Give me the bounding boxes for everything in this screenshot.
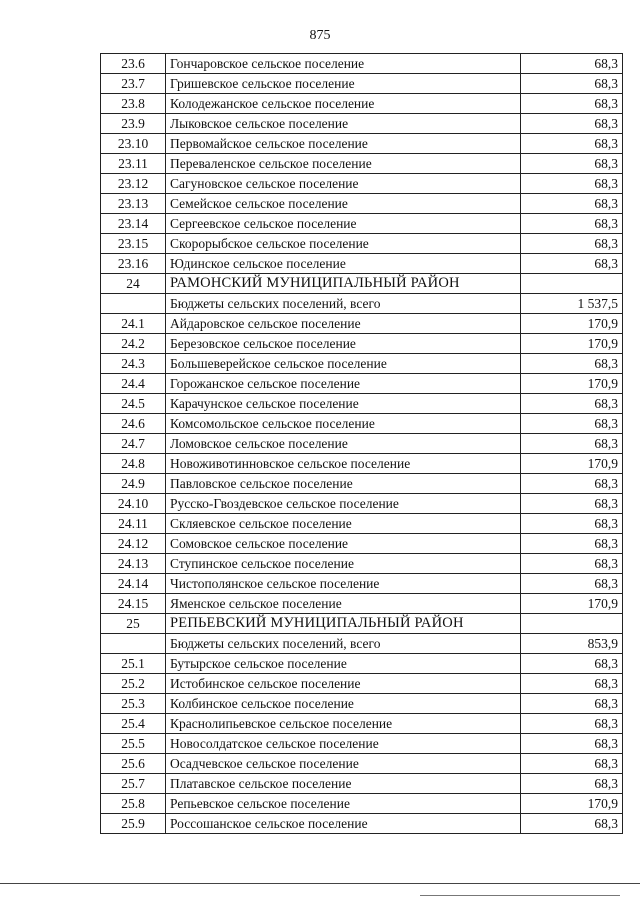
table-row [101,654,623,674]
table-row [101,754,623,774]
row-name-cell: Колодежанское сельское поселение [166,94,521,114]
row-name-cell: РАМОНСКИЙ МУНИЦИПАЛЬНЫЙ РАЙОН [166,274,521,294]
row-number-cell: 23.10 [101,134,166,154]
row-number-cell: 23.11 [101,154,166,174]
row-name-cell: Яменское сельское поселение [166,594,521,614]
row-number-cell: 25.1 [101,654,166,674]
row-number-cell: 23.14 [101,214,166,234]
row-number-cell: 23.16 [101,254,166,274]
row-name-cell: Русско-Гвоздевское сельское поселение [166,494,521,514]
row-number-cell [101,634,166,654]
row-number-cell: 23.8 [101,94,166,114]
table-row [101,194,623,214]
row-value-cell: 170,9 [521,374,623,394]
row-value-cell: 68,3 [521,714,623,734]
row-number-cell: 25 [101,614,166,634]
row-name-cell: Павловское сельское поселение [166,474,521,494]
row-value-cell: 68,3 [521,554,623,574]
table-row [101,714,623,734]
table-row [101,234,623,254]
row-value-cell: 853,9 [521,634,623,654]
row-value-cell: 68,3 [521,214,623,234]
row-name-cell: Скляевское сельское поселение [166,514,521,534]
row-number-cell: 24.1 [101,314,166,334]
row-value-cell: 68,3 [521,774,623,794]
row-value-cell: 170,9 [521,314,623,334]
row-name-cell: Комсомольское сельское поселение [166,414,521,434]
row-name-cell: Бюджеты сельских поселений, всего [166,294,521,314]
row-number-cell: 25.6 [101,754,166,774]
row-number-cell: 23.15 [101,234,166,254]
row-number-cell: 24.11 [101,514,166,534]
row-name-cell: Новосолдатское сельское поселение [166,734,521,754]
row-name-cell: Карачунское сельское поселение [166,394,521,414]
row-number-cell: 25.2 [101,674,166,694]
table-row [101,74,623,94]
row-value-cell: 170,9 [521,334,623,354]
row-number-cell: 24.7 [101,434,166,454]
row-number-cell: 24.5 [101,394,166,414]
row-name-cell: Бутырское сельское поселение [166,654,521,674]
table-row [101,314,623,334]
row-value-cell: 68,3 [521,474,623,494]
row-value-cell: 68,3 [521,394,623,414]
district-row [101,274,623,294]
row-name-cell: Чистополянское сельское поселение [166,574,521,594]
bottom-divider-short [420,895,620,896]
row-value-cell: 68,3 [521,134,623,154]
table-row [101,174,623,194]
table-row [101,674,623,694]
row-value-cell: 68,3 [521,234,623,254]
row-value-cell: 68,3 [521,674,623,694]
table-row [101,374,623,394]
table-row [101,594,623,614]
row-value-cell: 68,3 [521,494,623,514]
table-row [101,134,623,154]
row-name-cell: Гончаровское сельское поселение [166,54,521,74]
table-row [101,794,623,814]
row-number-cell: 24.15 [101,594,166,614]
row-name-cell: Березовское сельское поселение [166,334,521,354]
row-name-cell: Гришевское сельское поселение [166,74,521,94]
row-name-cell: Айдаровское сельское поселение [166,314,521,334]
row-name-cell: Истобинское сельское поселение [166,674,521,694]
row-name-cell: Бюджеты сельских поселений, всего [166,634,521,654]
row-number-cell [101,294,166,314]
table-row [101,534,623,554]
budget-table-body [101,54,623,834]
row-value-cell: 68,3 [521,654,623,674]
row-name-cell: Сагуновское сельское поселение [166,174,521,194]
row-number-cell: 24.10 [101,494,166,514]
table-row [101,334,623,354]
table-row [101,434,623,454]
row-value-cell: 68,3 [521,514,623,534]
row-number-cell: 23.12 [101,174,166,194]
row-value-cell: 170,9 [521,794,623,814]
page-number: 875 [309,28,331,43]
row-value-cell: 68,3 [521,434,623,454]
row-name-cell: РЕПЬЕВСКИЙ МУНИЦИПАЛЬНЫЙ РАЙОН [166,614,521,634]
table-row [101,294,623,314]
row-name-cell: Осадчевское сельское поселение [166,754,521,774]
row-name-cell: Краснолипьевское сельское поселение [166,714,521,734]
row-name-cell: Скорорыбское сельское поселение [166,234,521,254]
row-number-cell: 23.6 [101,54,166,74]
row-number-cell: 25.3 [101,694,166,714]
table-row [101,394,623,414]
row-name-cell: Колбинское сельское поселение [166,694,521,714]
row-name-cell: Большеверейское сельское поселение [166,354,521,374]
row-number-cell: 25.5 [101,734,166,754]
table-row [101,114,623,134]
row-value-cell: 68,3 [521,354,623,374]
row-name-cell: Сомовское сельское поселение [166,534,521,554]
row-value-cell: 68,3 [521,574,623,594]
row-number-cell: 23.9 [101,114,166,134]
row-number-cell: 25.8 [101,794,166,814]
row-value-cell: 68,3 [521,254,623,274]
row-value-cell: 68,3 [521,174,623,194]
row-name-cell: Первомайское сельское поселение [166,134,521,154]
row-name-cell: Семейское сельское поселение [166,194,521,214]
row-value-cell: 68,3 [521,114,623,134]
row-name-cell: Новоживотинновское сельское поселение [166,454,521,474]
row-number-cell: 25.9 [101,814,166,834]
table-row [101,474,623,494]
row-number-cell: 24.3 [101,354,166,374]
row-name-cell: Горожанское сельское поселение [166,374,521,394]
row-name-cell: Ломовское сельское поселение [166,434,521,454]
row-value-cell: 170,9 [521,454,623,474]
bottom-divider [0,883,640,884]
district-row [101,614,623,634]
row-value-cell: 68,3 [521,534,623,554]
row-name-cell: Репьевское сельское поселение [166,794,521,814]
row-number-cell: 24 [101,274,166,294]
row-number-cell: 23.13 [101,194,166,214]
table-row [101,554,623,574]
budget-table [100,53,623,834]
table-row [101,514,623,534]
row-number-cell: 23.7 [101,74,166,94]
table-row [101,814,623,834]
row-name-cell: Платавское сельское поселение [166,774,521,794]
table-row [101,734,623,754]
table-row [101,574,623,594]
row-name-cell: Россошанское сельское поселение [166,814,521,834]
row-value-cell: 68,3 [521,194,623,214]
row-number-cell: 24.4 [101,374,166,394]
row-value-cell: 68,3 [521,694,623,714]
row-name-cell: Сергеевское сельское поселение [166,214,521,234]
row-number-cell: 25.7 [101,774,166,794]
table-row [101,694,623,714]
row-value-cell: 68,3 [521,754,623,774]
row-value-cell: 68,3 [521,814,623,834]
row-value-cell: 68,3 [521,94,623,114]
row-number-cell: 24.8 [101,454,166,474]
row-number-cell: 24.6 [101,414,166,434]
row-number-cell: 24.14 [101,574,166,594]
table-row [101,254,623,274]
row-value-cell: 68,3 [521,54,623,74]
row-value-cell: 68,3 [521,734,623,754]
row-value-cell: 170,9 [521,594,623,614]
row-name-cell: Юдинское сельское поселение [166,254,521,274]
row-number-cell: 25.4 [101,714,166,734]
row-number-cell: 24.12 [101,534,166,554]
row-number-cell: 24.13 [101,554,166,574]
table-row [101,94,623,114]
row-value-cell: 68,3 [521,414,623,434]
row-value-cell: 68,3 [521,154,623,174]
table-row [101,354,623,374]
row-value-cell [521,274,623,294]
row-number-cell: 24.9 [101,474,166,494]
table-row [101,54,623,74]
table-row [101,154,623,174]
row-name-cell: Переваленское сельское поселение [166,154,521,174]
row-name-cell: Ступинское сельское поселение [166,554,521,574]
table-row [101,454,623,474]
table-row [101,774,623,794]
table-row [101,214,623,234]
row-name-cell: Лыковское сельское поселение [166,114,521,134]
row-value-cell [521,614,623,634]
row-value-cell: 68,3 [521,74,623,94]
table-row [101,494,623,514]
table-row [101,634,623,654]
row-value-cell: 1 537,5 [521,294,623,314]
table-row [101,414,623,434]
row-number-cell: 24.2 [101,334,166,354]
